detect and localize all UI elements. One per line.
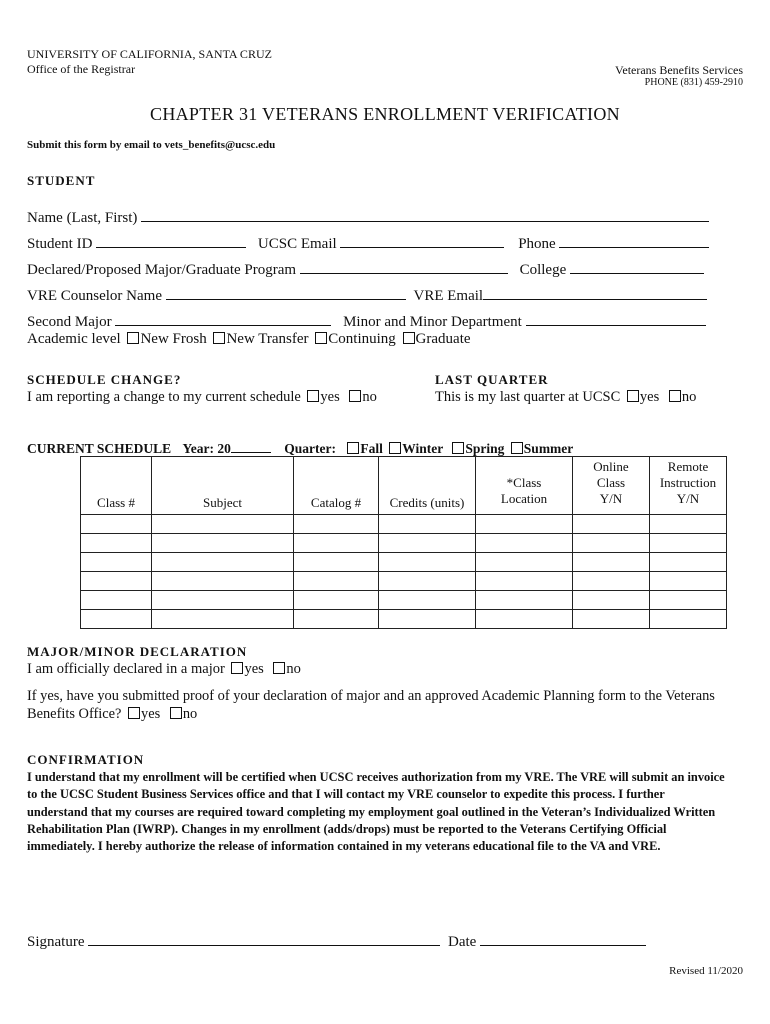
year-field[interactable] <box>231 440 271 453</box>
form-title: CHAPTER 31 VETERANS ENROLLMENT VERIFICATION <box>150 104 620 124</box>
vre-row <box>27 285 707 305</box>
department-name: Veterans Benefits Services <box>615 63 743 77</box>
second-major-field[interactable] <box>115 311 331 326</box>
vre-email-label: VRE Email <box>413 288 484 304</box>
schedule-change-no-checkbox[interactable] <box>349 390 361 402</box>
ucsc-email-field[interactable] <box>340 233 504 248</box>
table-cell[interactable] <box>81 572 152 591</box>
last-quarter-yes-label: yes <box>639 389 660 405</box>
table-cell[interactable] <box>476 553 573 572</box>
table-cell[interactable] <box>379 610 476 629</box>
schedule-table <box>80 456 727 629</box>
col-online-line1: Online <box>593 459 629 474</box>
proof-yes-checkbox[interactable] <box>128 707 140 719</box>
table-cell[interactable] <box>573 553 650 572</box>
table-cell[interactable] <box>81 534 152 553</box>
table-cell[interactable] <box>294 610 379 629</box>
declared-no-checkbox[interactable] <box>273 662 285 674</box>
proof-yes-label: yes <box>141 706 161 722</box>
table-cell[interactable] <box>573 610 650 629</box>
table-cell[interactable] <box>294 591 379 610</box>
col-catalog: Catalog # <box>294 457 379 515</box>
date-label: Date <box>448 934 477 950</box>
year-label: Year: 20 <box>182 441 231 456</box>
table-cell[interactable] <box>650 591 727 610</box>
quarter-label: Quarter: <box>284 441 336 456</box>
col-remote-line1: Remote <box>667 459 709 474</box>
table-cell[interactable] <box>379 572 476 591</box>
vre-email-field[interactable] <box>483 285 707 300</box>
name-row <box>27 207 709 227</box>
table-cell[interactable] <box>650 534 727 553</box>
summer-label: Summer <box>523 441 574 456</box>
date-field[interactable] <box>480 931 646 946</box>
graduate-label: Graduate <box>415 331 471 347</box>
table-cell[interactable] <box>294 572 379 591</box>
table-row <box>81 610 727 629</box>
declared-yes-label: yes <box>244 661 264 677</box>
continuing-checkbox[interactable] <box>315 332 327 344</box>
table-cell[interactable] <box>476 515 573 534</box>
new-transfer-checkbox[interactable] <box>213 332 225 344</box>
confirmation-heading: CONFIRMATION <box>27 752 145 767</box>
signature-field[interactable] <box>88 931 440 946</box>
continuing-label: Continuing <box>328 331 396 347</box>
col-remote-line3: Y/N <box>676 491 700 506</box>
phone-label: Phone <box>518 236 556 252</box>
table-row <box>81 515 727 534</box>
table-cell[interactable] <box>152 610 294 629</box>
declared-yes-checkbox[interactable] <box>231 662 243 674</box>
table-cell[interactable] <box>379 591 476 610</box>
table-row <box>81 553 727 572</box>
table-cell[interactable] <box>476 534 573 553</box>
col-remote-line2: Instruction <box>659 475 717 490</box>
col-location <box>476 457 573 515</box>
student-id-label: Student ID <box>27 236 93 252</box>
name-label: Name (Last, First) <box>27 210 138 226</box>
proof-no-checkbox[interactable] <box>170 707 182 719</box>
table-cell[interactable] <box>81 515 152 534</box>
table-cell[interactable] <box>379 515 476 534</box>
new-transfer-label: New Transfer <box>226 331 309 347</box>
last-quarter-row <box>435 389 696 406</box>
ucsc-email-label: UCSC Email <box>257 236 337 252</box>
table-cell[interactable] <box>573 591 650 610</box>
table-cell[interactable] <box>81 610 152 629</box>
winter-checkbox[interactable] <box>389 442 401 454</box>
table-cell[interactable] <box>152 553 294 572</box>
last-quarter-yes-checkbox[interactable] <box>627 390 639 402</box>
college-label: College <box>519 262 567 278</box>
fall-label: Fall <box>360 441 383 456</box>
declared-no-label: no <box>286 661 301 677</box>
college-field[interactable] <box>570 259 704 274</box>
revised-date: Revised 11/2020 <box>669 965 743 977</box>
table-cell[interactable] <box>294 515 379 534</box>
minor-field[interactable] <box>526 311 706 326</box>
major-row <box>27 259 704 279</box>
major-minor-heading: MAJOR/MINOR DECLARATION <box>27 644 248 659</box>
major-field[interactable] <box>300 259 508 274</box>
table-cell[interactable] <box>573 572 650 591</box>
col-credits: Credits (units) <box>379 457 476 515</box>
table-cell[interactable] <box>294 553 379 572</box>
col-remote <box>650 457 727 515</box>
schedule-change-heading: SCHEDULE CHANGE? <box>27 372 182 387</box>
col-subject: Subject <box>152 457 294 515</box>
schedule-change-no-label: no <box>362 389 377 405</box>
current-schedule-heading: CURRENT SCHEDULE <box>27 441 172 456</box>
student-id-field[interactable] <box>96 233 246 248</box>
last-quarter-no-checkbox[interactable] <box>669 390 681 402</box>
proof-no-label: no <box>182 706 198 722</box>
table-cell[interactable] <box>152 534 294 553</box>
table-row <box>81 534 727 553</box>
graduate-checkbox[interactable] <box>403 332 415 344</box>
major-label: Declared/Proposed Major/Graduate Program <box>27 262 297 278</box>
col-location-line2: Location <box>500 491 548 506</box>
signature-row <box>27 931 646 951</box>
winter-label: Winter <box>402 441 444 456</box>
second-major-label: Second Major <box>27 314 112 330</box>
table-row <box>81 591 727 610</box>
signature-label: Signature <box>27 934 85 950</box>
last-quarter-question: This is my last quarter at UCSC <box>435 389 621 405</box>
spring-label: Spring <box>465 441 505 456</box>
major-minor-row <box>27 661 301 678</box>
office-name: Office of the Registrar <box>27 62 136 76</box>
table-cell[interactable] <box>152 515 294 534</box>
student-heading: STUDENT <box>27 173 96 188</box>
spring-checkbox[interactable] <box>452 442 464 454</box>
submit-note: Submit this form by email to vets_benefits@ucsc.edu <box>27 139 276 151</box>
table-cell[interactable] <box>81 591 152 610</box>
last-quarter-no-label: no <box>681 389 697 405</box>
phone-field[interactable] <box>559 233 709 248</box>
schedule-header-row <box>81 457 727 515</box>
university-name: UNIVERSITY OF CALIFORNIA, SANTA CRUZ <box>27 47 272 61</box>
id-row <box>27 233 709 253</box>
academic-level-label: Academic level <box>27 331 121 347</box>
col-class-number: Class # <box>81 457 152 515</box>
col-online <box>573 457 650 515</box>
table-cell[interactable] <box>476 572 573 591</box>
summer-checkbox[interactable] <box>511 442 523 454</box>
col-online-line3: Y/N <box>599 491 623 506</box>
second-major-row <box>27 311 706 331</box>
vre-counselor-label: VRE Counselor Name <box>27 288 162 304</box>
fall-checkbox[interactable] <box>347 442 359 454</box>
declaration-followup-text: If yes, have you submitted proof of your declaration of major and an approved Academic Planning form to the Veterans Benefits Office? <box>27 688 715 722</box>
declaration-followup <box>27 687 727 723</box>
new-frosh-label: New Frosh <box>140 331 207 347</box>
table-cell[interactable] <box>650 572 727 591</box>
table-cell[interactable] <box>476 591 573 610</box>
table-cell[interactable] <box>476 610 573 629</box>
table-cell[interactable] <box>379 534 476 553</box>
major-minor-question: I am officially declared in a major <box>27 661 225 677</box>
current-schedule-row <box>27 440 573 457</box>
table-cell[interactable] <box>152 591 294 610</box>
table-cell[interactable] <box>650 553 727 572</box>
table-cell[interactable] <box>573 515 650 534</box>
name-field[interactable] <box>141 207 709 222</box>
academic-level-row <box>27 331 471 348</box>
confirmation-text: I understand that my enrollment will be certified when UCSC receives authorization from my VRE. The VRE will submit an invoice to the UCSC Student Business Services office and that I will contact my VRE counselor to expedite this process. I further understand that my courses are required toward completing my employment goal outlined in the Veteran’s Individualized Written Rehabilitation Plan (IWRP). Changes in my enrollment (adds/drops) must be reported to the Veterans Certifying Official immediately. I hereby authorize the release of information contained in my veterans educational file to the VA and VRE. <box>27 770 725 854</box>
schedule-change-yes-label: yes <box>320 389 340 405</box>
col-online-line2: Class <box>596 475 626 490</box>
table-cell[interactable] <box>81 553 152 572</box>
table-cell[interactable] <box>650 515 727 534</box>
vre-counselor-field[interactable] <box>166 285 406 300</box>
table-cell[interactable] <box>650 610 727 629</box>
last-quarter-heading: LAST QUARTER <box>435 372 549 387</box>
schedule-change-yes-checkbox[interactable] <box>307 390 319 402</box>
table-cell[interactable] <box>152 572 294 591</box>
table-row <box>81 572 727 591</box>
table-cell[interactable] <box>379 553 476 572</box>
minor-label: Minor and Minor Department <box>343 314 522 330</box>
schedule-change-question: I am reporting a change to my current schedule <box>27 389 301 405</box>
col-location-line1: *Class <box>506 475 542 490</box>
table-cell[interactable] <box>573 534 650 553</box>
new-frosh-checkbox[interactable] <box>127 332 139 344</box>
schedule-change-row <box>27 389 377 406</box>
department-phone: PHONE (831) 459-2910 <box>644 77 743 88</box>
table-cell[interactable] <box>294 534 379 553</box>
